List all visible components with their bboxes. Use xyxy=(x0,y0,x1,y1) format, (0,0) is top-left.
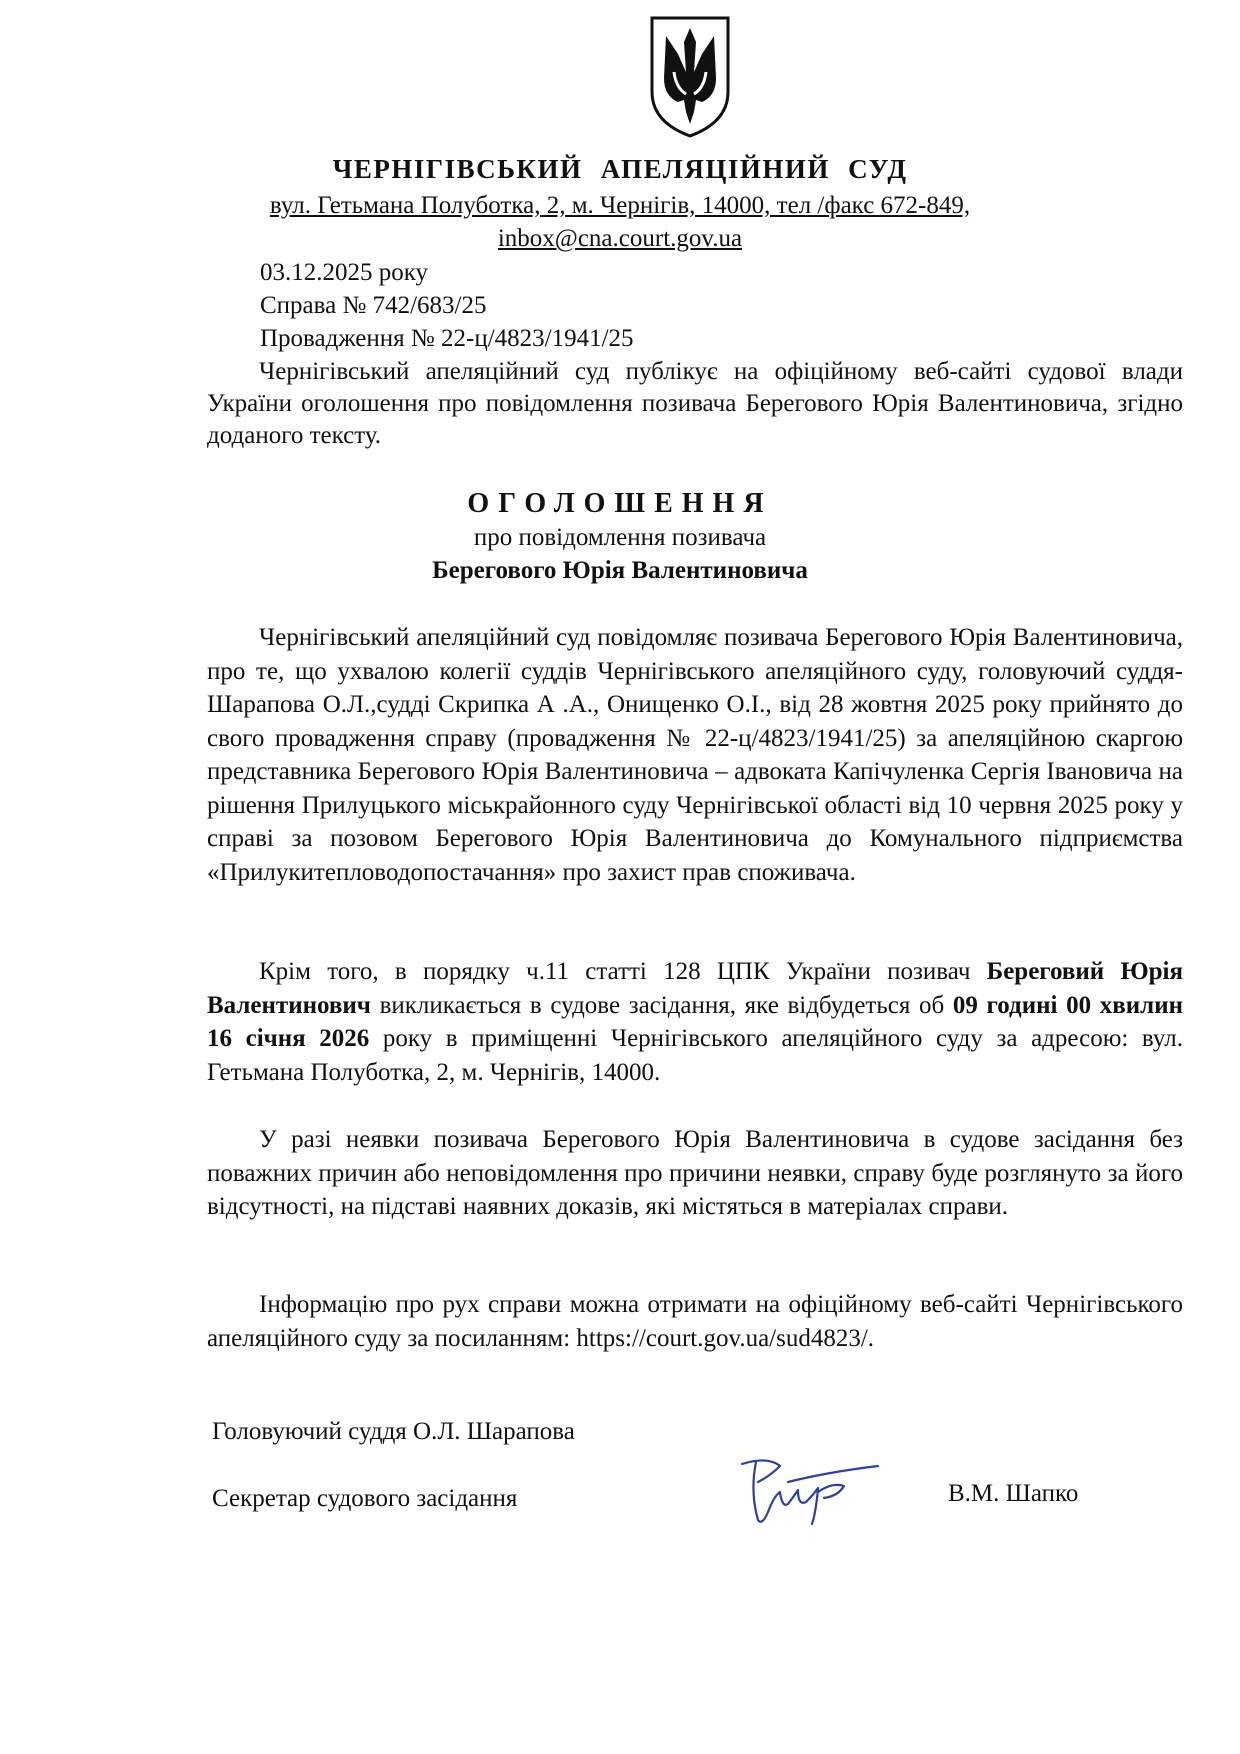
p2-text-c: року в приміщенні Чернігівського апеляційного суду за адресою: вул. Гетьмана Полуботка, 2, м. Чернігів, 14000. xyxy=(207,1025,1183,1086)
case-number: Справа № 742/683/25 xyxy=(260,292,487,319)
proceeding-number: Провадження № 22-ц/4823/1941/25 xyxy=(260,325,634,352)
body-paragraph-4: Інформацію про рух справи можна отримати на офіційному веб-сайті Чернігівського апеляційного суду за посиланням: https://court.gov.ua/sud4823/. xyxy=(207,1291,1183,1352)
notice-subtitle: про повідомлення позивача xyxy=(473,524,767,551)
judge-signature-line: Головуючий суддя О.Л. Шарапова xyxy=(212,1418,575,1445)
intro-paragraph: Чернігівський апеляційний суд публікує на офіційному веб-сайті судової влади України оголошення про повідомлення позивача Берегового Юрія Валентиновича, згідно доданого тексту. xyxy=(207,358,1183,449)
body-paragraph-3: У разі неявки позивача Берегового Юрія Валентиновича в судове засідання без поважних причин або неповідомлення про причини неявки, справу буде розглянуто за його відсутності, на підставі наявних доказів, які містяться в матеріалах справи. xyxy=(207,1126,1183,1220)
secretary-name: В.М. Шапко xyxy=(948,1480,1079,1507)
notice-title: ОГОЛОШЕННЯ xyxy=(467,488,773,519)
secretary-title: Секретар судового засідання xyxy=(212,1485,518,1512)
court-address: вул. Гетьмана Полуботка, 2, м. Чернігів, 14000, тел /факс 672-849, xyxy=(269,192,971,219)
handwritten-signature-icon xyxy=(728,1452,888,1532)
hearing-datetime: 09 годині 00 хвилин 16 січня 2026 xyxy=(207,991,1184,1052)
court-email: inbox@cna.court.gov.ua xyxy=(497,225,743,252)
p2-text-b: викликається в судове засідання, яке відбудеться об xyxy=(379,991,945,1019)
body-paragraph-2 xyxy=(207,955,1183,1089)
plaintiff-name: Береговий Юрія Валентинович xyxy=(207,958,1183,1019)
coat-of-arms-icon xyxy=(646,14,734,140)
document-date: 03.12.2025 року xyxy=(260,259,429,286)
court-name: ЧЕРНІГІВСЬКИЙ АПЕЛЯЦІЙНИЙ СУД xyxy=(332,154,908,184)
notice-person: Берегового Юрія Валентиновича xyxy=(432,557,808,584)
body-paragraph-1: Чернігівський апеляційний суд повідомляє позивача Берегового Юрія Валентиновича, про те, що ухвалою колегії суддів Чернігівського апеляційного суду, головуючий суддя-Шарапова О.Л.,судді Скрипка А .А., Онищенко О.І., від 28 жовтня 2025 року прийнято до свого провадження справу (провадження № 22-ц/4823/1941/25) за апеляційною скаргою представника Берегового Юрія Валентиновича – адвоката Капічуленка Сергія Івановича на рішення Прилуцького міськрайонного суду Чернігівської області від 10 червня 2025 року у справі за позовом Берегового Юрія Валентиновича до Комунального підприємства «Прилукитепловодопостачання» про захист прав споживача. xyxy=(207,624,1183,886)
p2-text-a: Крім того, в порядку ч.11 статті 128 ЦПК України позивач xyxy=(259,958,971,985)
